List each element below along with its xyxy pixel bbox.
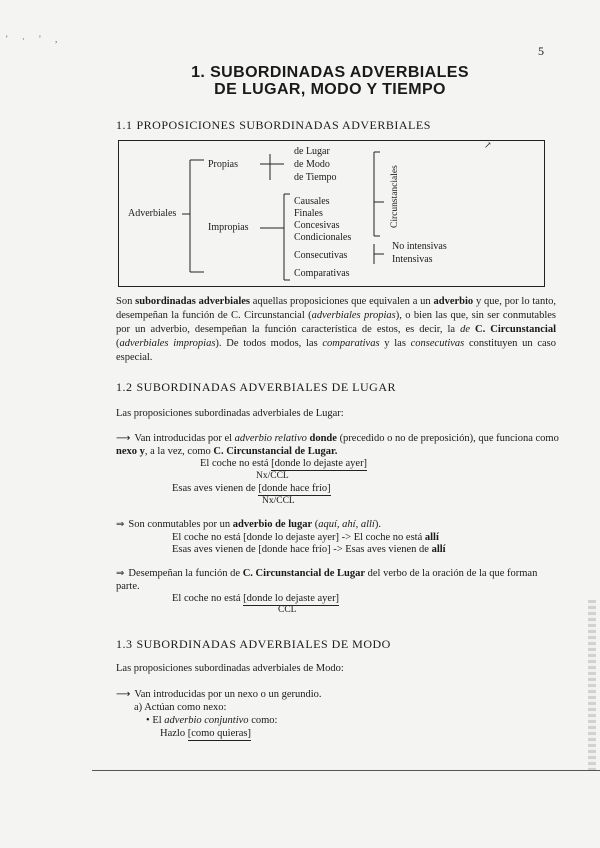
diagram-label-causales: Causales [294,196,330,207]
diagram-label-modo: de Modo [294,159,330,170]
bottom-rule [92,770,600,771]
diagram-mark: ↗ [484,140,492,150]
lugar-intro: Las proposiciones subordinadas adverbiales de Lugar: [116,408,344,419]
scan-edge-artifact [588,600,596,770]
scan-specks: ' · ' , [6,34,64,44]
page-number: 5 [538,44,544,58]
modo-subpoint-a: a) Actúan como nexo: [134,702,227,713]
diagram-label-concesivas: Concesivas [294,220,340,231]
diagram-label-no-intensivas: No intensivas [392,241,447,252]
arrow-icon: ⇒ [116,519,125,530]
arrow-icon: ⟶ [116,689,131,700]
lugar-example-1: El coche no está [donde lo dejaste ayer] [200,458,368,469]
lugar-point-3: ⇒ Desempeñan la función de C. Circunstancial de Lugar del verbo de la oración de la que forman parte. [116,568,538,592]
arrow-icon: ⟶ [116,433,131,444]
chapter-title [150,64,510,98]
arrow-icon: ⇒ [116,568,125,579]
lugar-example-2-label: Nx/CCL [262,496,295,506]
chapter-title-line-1: 1. SUBORDINADAS ADVERBIALES [191,64,469,81]
modo-point-1: ⟶ Van introducidas por un nexo o un gerundio. [116,689,322,700]
diagram-label-lugar: de Lugar [294,146,330,157]
section-heading-1-2: 1.2 SUBORDINADAS ADVERBIALES DE LUGAR [116,380,397,394]
diagram-label-intensivas: Intensivas [392,254,433,265]
chapter-title-line-2: DE LUGAR, MODO Y TIEMPO [214,81,446,98]
intro-paragraph: Son subordinadas adverbiales aquellas proposiciones que equivalen a un adverbio y que, por lo tanto, desempeñan la función de C. Circunstancial (adverbiales propias), o bien las que, sin ser conmutables por un adverbio, desempeñan la función característica de estos, es decir, la de C. Circunstancial (adverbiales impropias). De todos modos, las comparativas y las consecutivas constituyen un caso especial. [116,296,557,363]
diagram-label-finales: Finales [294,208,323,219]
classification-diagram [118,140,546,288]
section-heading-1-3: 1.3 SUBORDINADAS ADVERBIALES DE MODO [116,637,391,651]
modo-example: Hazlo [como quieras] [160,728,251,739]
modo-intro: Las proposiciones subordinadas adverbiales de Modo: [116,663,344,674]
diagram-lines [118,140,546,288]
diagram-label-condicionales: Condicionales [294,232,352,243]
diagram-label-comparativas: Comparativas [294,268,350,279]
diagram-label-circunstanciales: Circunstanciales [390,165,400,228]
lugar-example-4: Esas aves vienen de [donde hace frío] -> Esas aves vienen de allí [172,544,446,555]
lugar-example-2: Esas aves vienen de [donde hace frío] [172,483,331,494]
lugar-point-1: ⟶ Van introducidas por el adverbio relativo donde (precedido o no de preposición), que funciona como nexo y, a la vez, como C. Circunstancial de Lugar. [116,433,559,457]
lugar-example-5: El coche no está [donde lo dejaste ayer] [172,593,340,604]
lugar-example-5-label: CCL [278,605,297,615]
diagram-label-consecutivas: Consecutivas [294,250,348,261]
diagram-label-impropias: Impropias [208,222,249,233]
modo-bullet: • El adverbio conjuntivo como: [146,715,278,726]
diagram-label-propias: Propias [208,159,238,170]
lugar-example-3: El coche no está [donde lo dejaste ayer] -> El coche no está allí [172,532,439,543]
section-heading-1-1: 1.1 PROPOSICIONES SUBORDINADAS ADVERBIALES [116,118,431,132]
diagram-label-adverbiales: Adverbiales [128,208,177,219]
lugar-example-1-label: Nx/CCL [256,471,289,481]
diagram-label-tiempo: de Tiempo [294,172,337,183]
lugar-point-2: ⇒ Son conmutables por un adverbio de lugar (aquí, ahí, allí). [116,519,381,530]
